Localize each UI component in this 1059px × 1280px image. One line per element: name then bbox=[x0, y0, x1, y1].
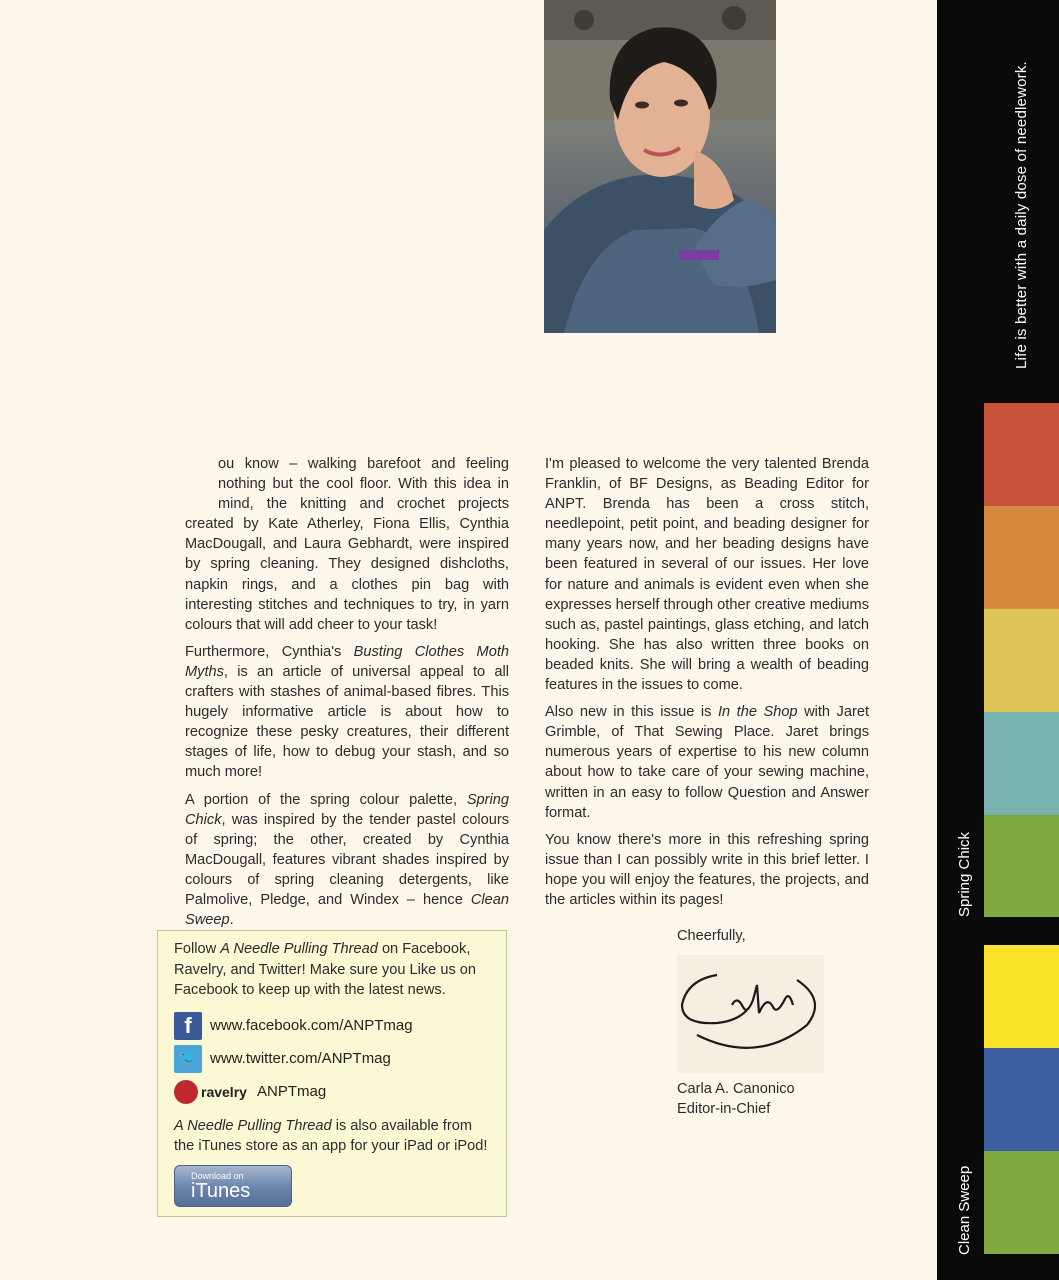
magazine-title: A Needle Pulling Thread bbox=[220, 941, 378, 957]
left-paragraph-1 bbox=[185, 454, 509, 635]
twitter-link[interactable]: www.twitter.com/ANPTmag bbox=[210, 1049, 391, 1067]
right-text-column bbox=[545, 454, 869, 917]
facebook-link[interactable]: www.facebook.com/ANPTmag bbox=[210, 1016, 413, 1034]
follow-mid: on Facebook, Ravelry, and Twitter! Make sure you bbox=[174, 941, 471, 978]
left-p3-end: . bbox=[229, 912, 234, 929]
right-p2-post: with Jaret Grimble, of That Sewing Place. Jaret brings numerous years of expertise to his new column about how to take care of your sewing machine, written in an easy to follow Question and Answer format. bbox=[545, 704, 869, 821]
itunes-small-text: Download on bbox=[191, 1170, 244, 1181]
right-p2-pre: Also new in this issue is bbox=[545, 704, 718, 721]
left-p2-post: , is an article of universal appeal to all crafters with stashes of animal-based fibres. This hugely informative article is about how to recognize these pesky creatures, their different stages of life, how to debug your stash, and so much more! bbox=[185, 663, 509, 781]
editor-signature bbox=[677, 955, 824, 1073]
left-p3-mid: , was inspired by the tender pastel colours of spring; the other, created by Cynthia MacDougall, features vibrant shades inspired by colours of spring cleaning detergents, like Palmolive, Pledge, and Windex – hence bbox=[185, 811, 509, 908]
column-title-in-the-shop: In the Shop bbox=[717, 704, 798, 721]
swatch-clean-sweep-1 bbox=[984, 945, 1059, 1048]
article-title-moth-myths: Busting Clothes Moth Myths bbox=[185, 643, 509, 680]
portrait-illustration bbox=[544, 0, 776, 333]
right-paragraph-3: You know there's more in this refreshing spring issue than I can possibly write in this brief letter. I hope you will enjoy the features, the projects, and the articles within its pages! bbox=[545, 831, 869, 908]
twitter-row[interactable] bbox=[174, 1044, 490, 1075]
palette-title-spring-chick: Spring Chick bbox=[185, 791, 509, 828]
right-paragraph-1: I'm pleased to welcome the very talented Brenda Franklin, of BF Designs, as Beading Editor for ANPT. Brenda has been a cross stitch, needlepoint, petit point, and beading designer for many years now, and her beading designs have been featured in several of our issues. Her love for nature and animals is evident even when she expresses herself through other creative mediums such as, pastel paintings, glass etching, and latch hooking. She has also written three books on beaded knits. She will bring a wealth of beading features in the issues to come. bbox=[545, 456, 869, 694]
ravelry-logo-icon bbox=[174, 1079, 252, 1105]
left-paragraph-2 bbox=[185, 642, 509, 783]
palette-label-spring-chick: Spring Chick bbox=[956, 831, 973, 917]
left-p3-pre: A portion of the spring colour palette, bbox=[185, 791, 467, 808]
left-text-column bbox=[185, 454, 509, 937]
editor-name-block bbox=[677, 1079, 795, 1119]
follow-post: us on Facebook to keep up with the latest news. bbox=[174, 961, 477, 998]
closing-text: Cheerfully, bbox=[677, 928, 746, 944]
signature-drawing bbox=[677, 955, 824, 1073]
editor-name: Carla A. Canonico bbox=[677, 1081, 795, 1097]
follow-pre: Follow bbox=[174, 941, 221, 957]
editor-portrait-photo bbox=[544, 0, 776, 333]
ravelry-row[interactable] bbox=[174, 1077, 490, 1108]
facebook-icon: f bbox=[174, 1012, 202, 1040]
twitter-icon: 🐦 bbox=[174, 1045, 202, 1073]
follow-us-box bbox=[157, 930, 507, 1217]
palette-title-clean-sweep: Clean Sweep bbox=[185, 891, 509, 929]
sidebar-tagline: Life is better with a daily dose of needlework. bbox=[1013, 61, 1030, 369]
swatch-spring-chick-5 bbox=[984, 815, 1059, 917]
ravelry-link[interactable]: ANPTmag bbox=[257, 1082, 327, 1100]
facebook-row[interactable] bbox=[174, 1011, 490, 1042]
swatch-clean-sweep-2 bbox=[984, 1048, 1059, 1151]
ravelry-wordmark: ravelry bbox=[201, 1083, 247, 1100]
follow-intro bbox=[174, 939, 490, 1001]
palette-label-clean-sweep: Clean Sweep bbox=[956, 1165, 973, 1255]
drop-cap-space bbox=[185, 454, 218, 512]
left-paragraph-1-text: ou know – walking barefoot and feeling nothing but the cool floor. With this idea in mind, the knitting and crochet projects created by Kate Atherley, Fiona Ellis, Cynthia MacDougall, and Laura Gebhardt, were inspired by spring cleaning. They designed dishcloths, napkin rings, and a clothes pin bag with interesting stitches and techniques to try, in yarn colours that will add cheer to your task! bbox=[185, 456, 509, 633]
swatch-clean-sweep-3 bbox=[984, 1151, 1059, 1254]
left-paragraph-3 bbox=[185, 790, 509, 931]
swatch-spring-chick-2 bbox=[984, 506, 1059, 609]
swatch-spring-chick-3 bbox=[984, 609, 1059, 712]
right-paragraph-2 bbox=[545, 702, 869, 823]
itunes-note-text: is also available from the iTunes store as an app for your iPad or iPod! bbox=[174, 1117, 488, 1154]
itunes-note bbox=[174, 1116, 490, 1157]
swatch-spring-chick-4 bbox=[984, 712, 1059, 815]
editor-title: Editor-in-Chief bbox=[677, 1101, 771, 1117]
like-word: Like bbox=[409, 961, 437, 978]
swatch-spring-chick-1 bbox=[984, 403, 1059, 506]
ravelry-disc bbox=[174, 1080, 198, 1104]
itunes-big-text: iTunes bbox=[191, 1179, 251, 1202]
itunes-download-button[interactable] bbox=[174, 1165, 292, 1207]
magazine-title-2: A Needle Pulling Thread bbox=[174, 1117, 332, 1134]
left-p2-pre: Furthermore, Cynthia's bbox=[185, 643, 354, 660]
